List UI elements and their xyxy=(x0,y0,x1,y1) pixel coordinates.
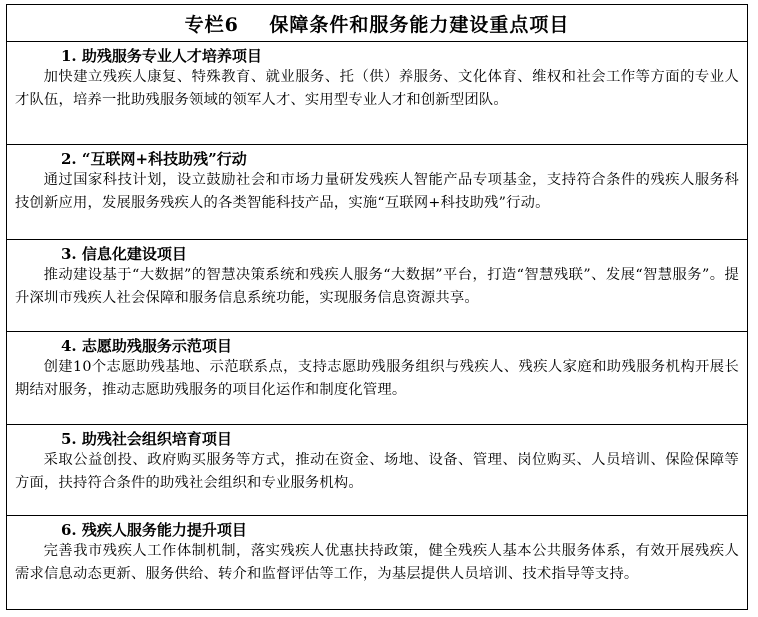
project-section xyxy=(7,42,747,145)
project-description: 加快建立残疾人康复、特殊教育、就业服务、托（供）养服务、文化体育、维权和社会工作等方面的专业人才队伍，培养一批助残服务领域的领军人才、实用型专业人才和创新型团队。 xyxy=(15,69,739,108)
project-description: 创建10个志愿助残基地、示范联系点，支持志愿助残服务组织与残疾人、残疾人家庭和助残服务机构开展长期结对服务，推动志愿助残服务的项目化运作和制度化管理。 xyxy=(15,359,739,398)
project-description: 采取公益创投、政府购买服务等方式，推动在资金、场地、设备、管理、岗位购买、人员培训、保险保障等方面，扶持符合条件的助残社会组织和专业服务机构。 xyxy=(15,452,739,491)
project-section xyxy=(7,145,747,240)
project-heading: 4. 志愿助残服务示范项目 xyxy=(61,337,232,355)
project-heading: 3. 信息化建设项目 xyxy=(61,245,187,263)
project-heading: 5. 助残社会组织培育项目 xyxy=(61,430,232,448)
project-section xyxy=(7,332,747,425)
column-box xyxy=(6,4,748,610)
project-description: 推动建设基于“大数据”的智慧决策系统和残疾人服务“大数据”平台，打造“智慧残联”、发展“智慧服务”。提升深圳市残疾人社会保障和服务信息系统功能，实现服务信息资源共享。 xyxy=(15,267,739,306)
project-description: 完善我市残疾人工作体制机制，落实残疾人优惠扶持政策，健全残疾人基本公共服务体系，有效开展残疾人需求信息动态更新、服务供给、转介和监督评估等工作，为基层提供人员培训、技术指导等支持。 xyxy=(15,543,739,582)
project-heading: 1. 助残服务专业人才培养项目 xyxy=(61,47,262,65)
box-title: 专栏6 保障条件和服务能力建设重点项目 xyxy=(7,5,747,42)
project-heading: 6. 残疾人服务能力提升项目 xyxy=(61,521,247,539)
project-section xyxy=(7,425,747,516)
project-section xyxy=(7,516,747,608)
project-heading: 2. “互联网+科技助残”行动 xyxy=(61,150,247,168)
project-description: 通过国家科技计划，设立鼓励社会和市场力量研发残疾人智能产品专项基金，支持符合条件的残疾人服务科技创新应用，发展服务残疾人的各类智能科技产品，实施“互联网+科技助残”行动。 xyxy=(15,172,739,211)
project-section xyxy=(7,240,747,332)
